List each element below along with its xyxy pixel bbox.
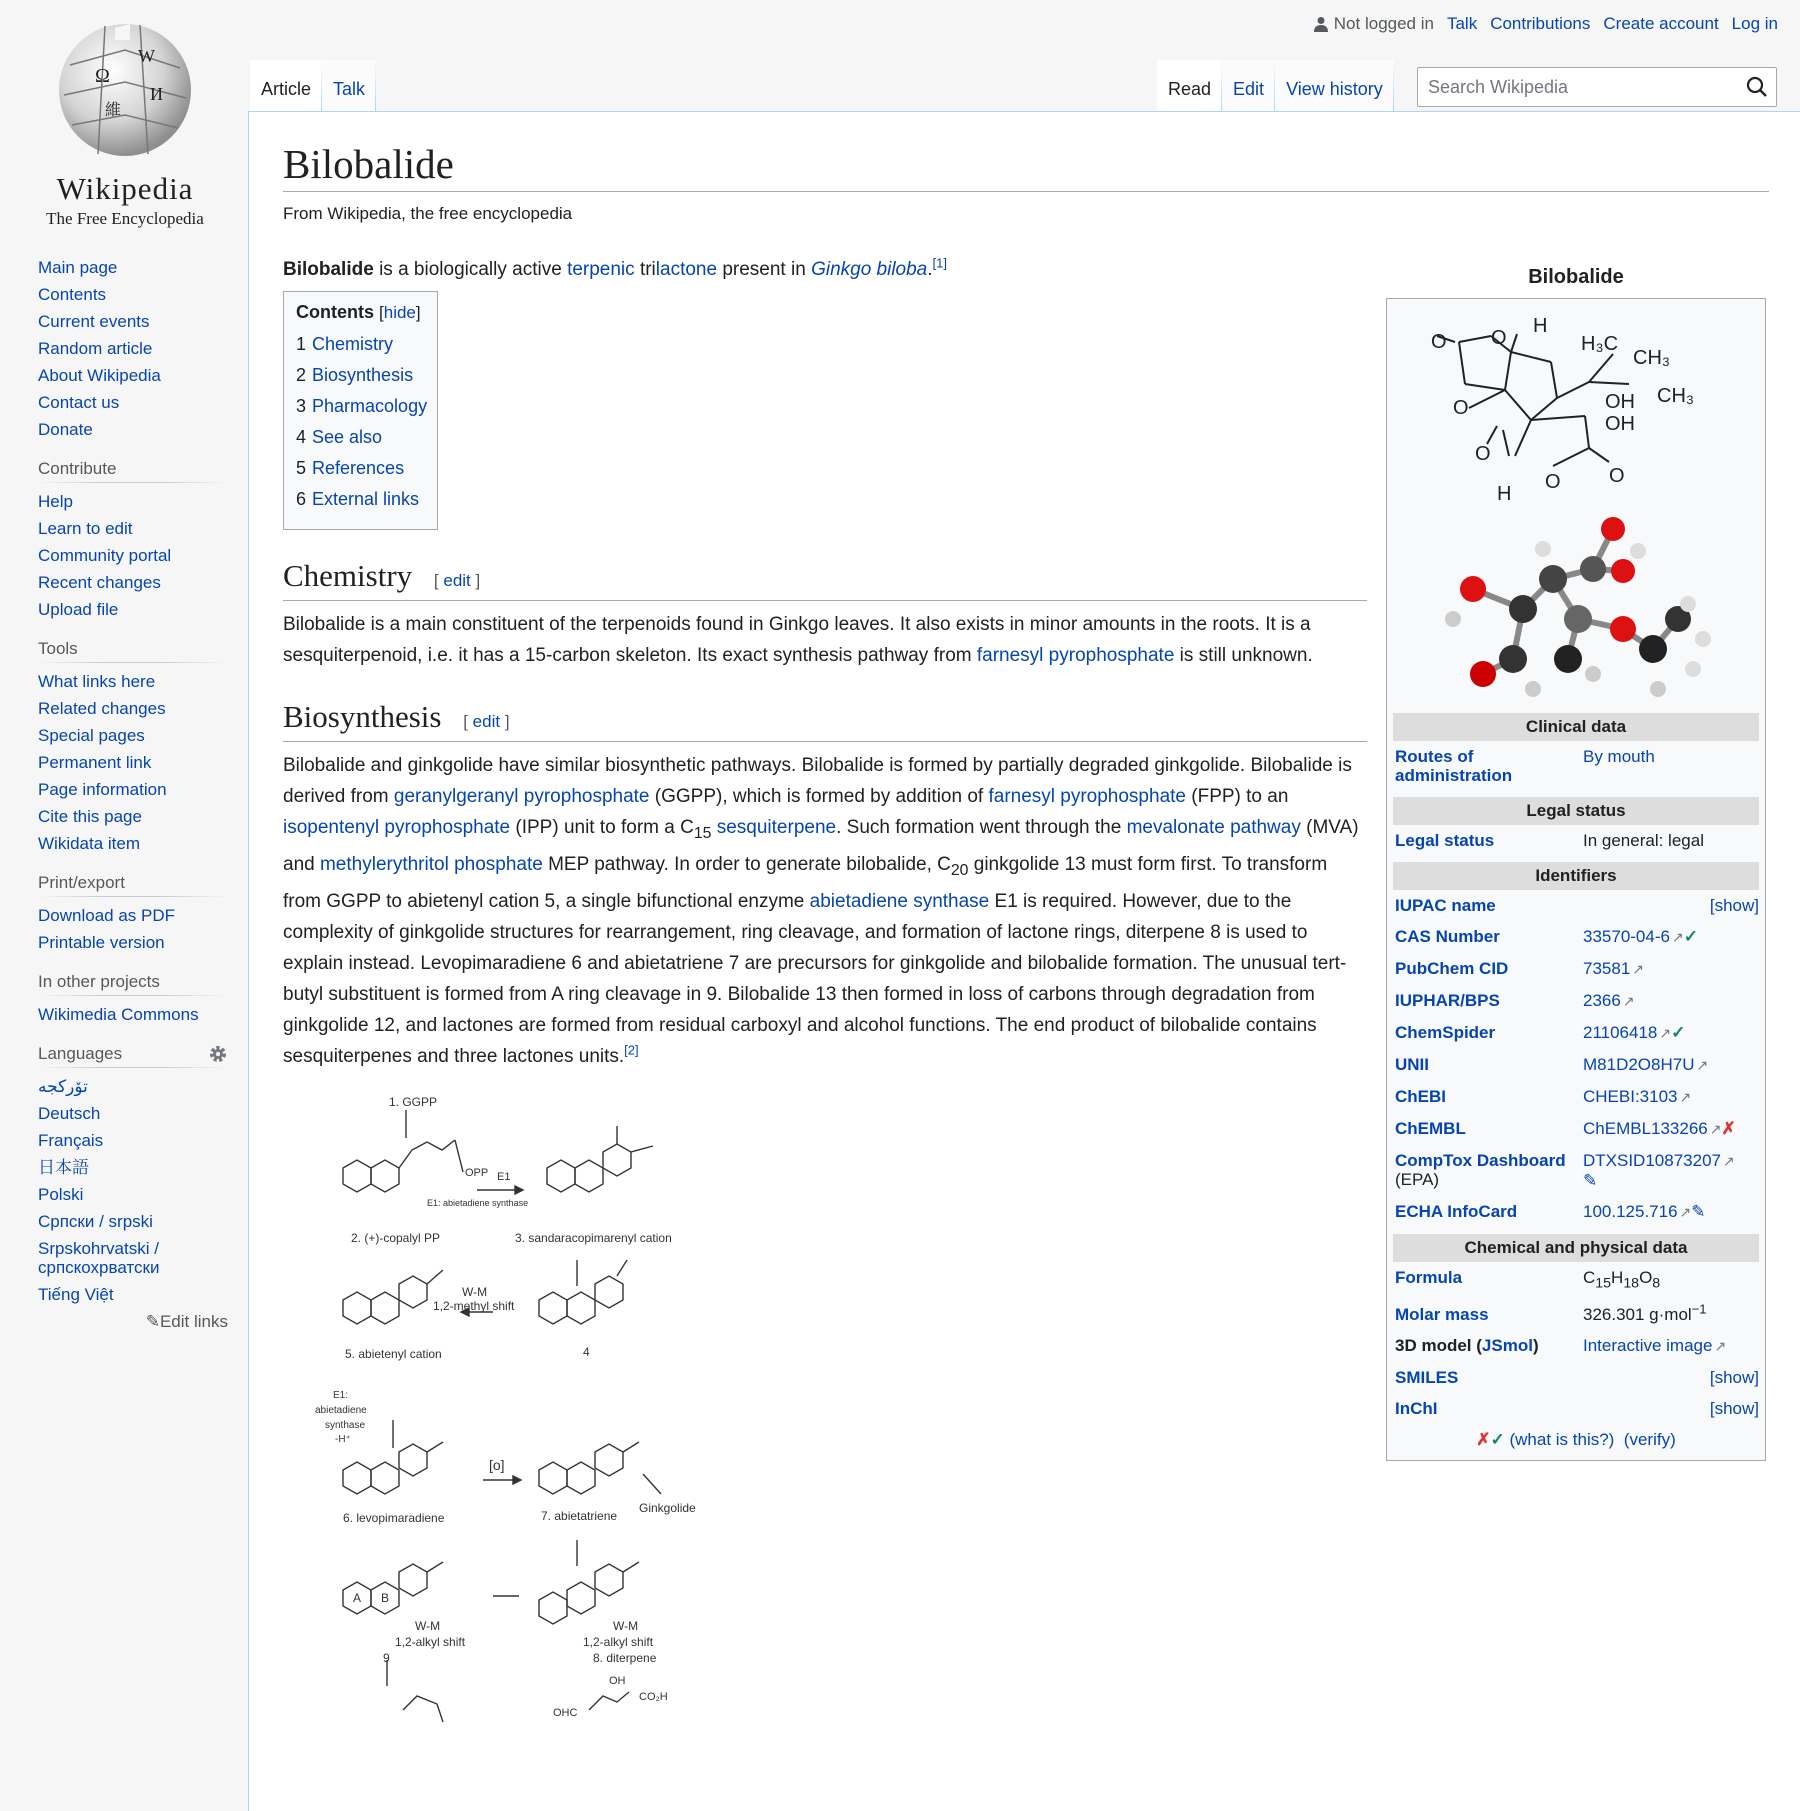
formula-value <box>1583 1268 1759 1293</box>
infobox-section-clinical: Clinical data <box>1393 713 1759 741</box>
echa-value[interactable]: 100.125.716 <box>1583 1202 1678 1221</box>
paragraph-text: (GGPP), which is formed by addition of <box>649 786 989 808</box>
talk-link[interactable]: Talk <box>1446 14 1478 33</box>
cas-number-value[interactable]: 33570-04-6 <box>1583 927 1670 946</box>
molar-mass-link[interactable]: Molar mass <box>1395 1305 1489 1325</box>
edit-links-label: Edit links <box>159 1312 228 1331</box>
search-box <box>1417 67 1777 107</box>
lead-text: tri <box>634 259 656 281</box>
molar-mass-exponent: −1 <box>1691 1301 1707 1317</box>
routes-of-administration-link[interactable]: Routes of administration <box>1395 747 1513 785</box>
toc-link-external-links[interactable]: External links <box>312 489 420 510</box>
table-of-contents <box>283 291 438 530</box>
diagram-label: 6. levopimaradiene <box>343 1510 445 1525</box>
diagram-label: abietadiene <box>315 1404 367 1416</box>
diagram-label: Ginkgolide <box>639 1500 696 1515</box>
sidebar-item-community-portal[interactable]: Community portal <box>38 546 172 565</box>
infobox-row <box>1393 1268 1759 1293</box>
link-fpp[interactable]: farnesyl pyrophosphate <box>988 786 1186 808</box>
link-farnesyl-pyrophosphate[interactable]: farnesyl pyrophosphate <box>976 645 1175 667</box>
toc-item[interactable] <box>296 484 427 515</box>
reference-1[interactable]: [1] <box>932 255 948 271</box>
sidebar-item-contact[interactable]: Contact us <box>38 393 120 412</box>
infobox-row <box>1393 959 1759 979</box>
pubchem-cid-link[interactable]: PubChem CID <box>1395 959 1509 978</box>
toc-number: 6 <box>296 489 307 510</box>
toc-item[interactable] <box>296 360 427 391</box>
atom-label: CH₃ <box>1657 385 1695 407</box>
link-ginkgo-biloba[interactable]: Ginkgo biloba <box>811 259 928 281</box>
lead-text: present in <box>717 259 812 281</box>
link-mevalonate-pathway[interactable]: mevalonate pathway <box>1126 817 1301 839</box>
view-tabs <box>1157 60 1394 112</box>
infobox-row <box>1393 1399 1759 1418</box>
sidebar-item-about[interactable]: About Wikipedia <box>38 366 161 385</box>
atom-label: H <box>1497 483 1512 504</box>
sidebar-item-download-pdf[interactable]: Download as PDF <box>38 906 176 925</box>
toc-item[interactable] <box>296 329 427 360</box>
subscript: 15 <box>693 824 712 842</box>
language-azb[interactable]: تۆرکجه <box>38 1077 88 1096</box>
interactive-image-link[interactable]: Interactive image <box>1583 1336 1713 1356</box>
toc-title-label: Contents <box>296 302 374 323</box>
toc-link-biosynthesis[interactable]: Biosynthesis <box>312 365 414 386</box>
infobox-row <box>1393 831 1759 850</box>
language-vi[interactable]: Tiếng Việt <box>38 1285 114 1304</box>
diagram-label: E1: abietadiene synthase <box>427 1197 529 1208</box>
login-link[interactable]: Log in <box>1731 14 1778 33</box>
link-lactone[interactable]: lactone <box>655 259 718 281</box>
model-label: 3D model ( <box>1395 1336 1482 1356</box>
paragraph-text: (MVA) and <box>283 817 1359 875</box>
chembl-link[interactable]: ChEMBL <box>1395 1119 1466 1138</box>
edit-biosynthesis-link[interactable]: edit <box>472 712 501 732</box>
infobox-row <box>1393 1336 1759 1356</box>
reference-2[interactable]: [2] <box>624 1042 639 1058</box>
biosynthesis-paragraph <box>283 750 1367 1072</box>
diagram-label: 5. abietenyl cation <box>345 1346 442 1361</box>
contribute-heading: Contribute <box>38 459 228 484</box>
infobox-row <box>1393 1301 1759 1325</box>
toc-link-chemistry[interactable]: Chemistry <box>312 334 394 355</box>
jsmol-link[interactable]: JSmol <box>1481 1336 1533 1356</box>
infobox-row <box>1393 927 1759 947</box>
formula-part: O <box>1639 1268 1653 1287</box>
tab-article[interactable]: Article <box>250 60 322 112</box>
diagram-label: 1,2-methyl shift <box>433 1298 515 1313</box>
link-ggpp[interactable]: geranylgeranyl pyrophosphate <box>393 786 650 808</box>
infobox-row <box>1393 1202 1759 1222</box>
pubchem-value[interactable]: 73581 <box>1583 959 1631 978</box>
sidebar-item-donate[interactable]: Donate <box>38 420 93 439</box>
svg-text:維: 維 <box>105 102 122 119</box>
sidebar-item-special-pages[interactable]: Special pages <box>38 726 145 745</box>
paragraph-text: (FPP) to an <box>1185 786 1289 808</box>
not-logged-in-label: Not logged in <box>1333 14 1434 33</box>
link-terpenic[interactable]: terpenic <box>567 259 635 281</box>
sidebar-item-main-page[interactable]: Main page <box>38 258 118 277</box>
infobox-section-legal: Legal status <box>1393 797 1759 825</box>
svg-text:И: И <box>150 84 163 104</box>
biosynthesis-diagram[interactable] <box>297 1090 717 1730</box>
sidebar-item-learn-to-edit[interactable]: Learn to edit <box>38 519 133 538</box>
projects-heading: In other projects <box>38 972 228 997</box>
sidebar-item-printable-version[interactable]: Printable version <box>38 933 165 952</box>
diagram-label: CO₂H <box>639 1690 668 1703</box>
infobox-row <box>1393 991 1759 1011</box>
checkmark-icon: ✓ <box>1683 927 1698 946</box>
print-portal <box>38 873 228 952</box>
iupac-show-toggle[interactable] <box>1583 896 1759 915</box>
navigation-list <box>38 258 228 439</box>
unii-value[interactable]: M81D2O8H7U <box>1583 1055 1695 1074</box>
language-sr[interactable]: Српски / srpski <box>38 1212 153 1231</box>
search-icon[interactable] <box>1746 76 1768 98</box>
diagram-label: W-M <box>613 1618 639 1633</box>
sidebar-item-permanent-link[interactable]: Permanent link <box>38 753 152 772</box>
legal-status-link[interactable]: Legal status <box>1395 831 1495 850</box>
atom-label: CH₃ <box>1633 347 1671 369</box>
cross-icon: ✗ <box>1721 1119 1736 1138</box>
smiles-link[interactable]: SMILES <box>1395 1368 1459 1388</box>
wikipedia-logo[interactable] <box>30 20 220 228</box>
sidebar-item-current-events[interactable]: Current events <box>38 312 150 331</box>
paragraph-text: MEP pathway. In order to generate bilobalide, C <box>542 853 951 875</box>
diagram-label: W-M <box>415 1618 441 1633</box>
toc-item[interactable] <box>296 453 427 484</box>
languages-title: Languages <box>38 1044 123 1063</box>
diagram-label: 1,2-alkyl shift <box>395 1634 466 1649</box>
formula-part: C <box>1583 1268 1596 1287</box>
section-edit: [ edit ] <box>463 712 510 732</box>
toc-number: 1 <box>296 334 307 355</box>
formula-sub: 8 <box>1652 1275 1661 1292</box>
languages-heading <box>38 1044 228 1069</box>
sidebar-item-what-links-here[interactable]: What links here <box>38 672 156 691</box>
link-sesquiterpene[interactable]: sesquiterpene <box>716 817 837 839</box>
infobox-row <box>1393 1151 1759 1190</box>
atom-label: O <box>1609 465 1625 487</box>
comptox-value[interactable]: DTXSID10873207 <box>1583 1151 1721 1170</box>
heading-biosynthesis-label: Biosynthesis <box>283 699 442 735</box>
infobox-row <box>1393 1055 1759 1075</box>
atom-label: O <box>1475 443 1491 465</box>
site-subtitle: From Wikipedia, the free encyclopedia <box>283 204 573 224</box>
languages-portal <box>38 1044 228 1332</box>
toc-number: 5 <box>296 458 307 479</box>
language-de[interactable]: Deutsch <box>38 1104 101 1123</box>
subscript: 20 <box>950 861 969 879</box>
what-is-this-link[interactable]: (what is this?) <box>1509 1430 1615 1450</box>
chemspider-link[interactable]: ChemSpider <box>1395 1023 1496 1042</box>
external-link-icon: ↗ <box>1622 993 1635 1009</box>
diagram-label: E1: <box>333 1389 349 1401</box>
infobox-row <box>1393 747 1759 785</box>
infobox-section-physical: Chemical and physical data <box>1393 1234 1759 1262</box>
lead-bold-term: Bilobalide <box>283 259 374 281</box>
lead-paragraph <box>283 254 1403 285</box>
namespace-tabs <box>250 60 376 112</box>
chebi-link[interactable]: ChEBI <box>1395 1087 1446 1106</box>
cross-icon: ✗ <box>1476 1430 1491 1450</box>
atom-label: OH <box>1605 391 1635 413</box>
sidebar-item-random-article[interactable]: Random article <box>38 339 153 358</box>
iupac-name-link[interactable]: IUPAC name <box>1395 896 1496 915</box>
inchi-show-link[interactable]: [show] <box>1709 1399 1759 1419</box>
toc-number: 3 <box>296 396 307 417</box>
paragraph-text: Bilobalide is a main constituent of the terpenoids found in Ginkgo leaves. It also exists in minor amounts in the roots. It is a sesquiterpenoid, i.e. it has a 15-carbon skeleton. Its exact synthesis pathway from <box>283 614 1311 667</box>
external-link-icon: ↗ <box>1679 1204 1692 1220</box>
diagram-label: E1 <box>497 1170 511 1183</box>
sidebar-item-contents[interactable]: Contents <box>38 285 107 304</box>
section-edit: [ edit ] <box>433 571 481 591</box>
diagram-label: 1,2-alkyl shift <box>583 1634 654 1649</box>
pencil-icon[interactable]: ✎ <box>1583 1171 1598 1190</box>
external-link-icon: ↗ <box>1696 1057 1709 1073</box>
lead-text: is a biologically active <box>373 259 568 281</box>
heading-chemistry <box>283 558 1367 601</box>
external-link-icon: ↗ <box>1679 1089 1692 1105</box>
tab-edit[interactable]: Edit <box>1222 60 1275 112</box>
contributions-link[interactable]: Contributions <box>1490 14 1591 33</box>
diagram-label: 2. (+)-copalyl PP <box>351 1230 441 1245</box>
toc-link-pharmacology[interactable]: Pharmacology <box>312 396 428 417</box>
sidebar-item-wikimedia-commons[interactable]: Wikimedia Commons <box>38 1005 199 1024</box>
paragraph-text: Bilobalide and ginkgolide have similar biosynthetic pathways. Bilobalide is formed by partially degraded ginkgolide. Bilobalide is derived from <box>283 755 1352 808</box>
infobox-row <box>1393 1023 1759 1043</box>
toc-hide-toggle[interactable]: [hide] <box>379 303 421 323</box>
verify-link[interactable]: (verify) <box>1623 1430 1676 1450</box>
tab-read[interactable]: Read <box>1157 60 1222 112</box>
svg-text:Ω: Ω <box>95 65 110 87</box>
unii-link[interactable]: UNII <box>1395 1055 1429 1074</box>
diagram-label: 8. diterpene <box>593 1650 657 1665</box>
toc-item[interactable] <box>296 422 427 453</box>
infobox-title: Bilobalide <box>1528 266 1624 288</box>
paragraph-text: . Such formation went through the <box>836 817 1127 839</box>
inchi-link[interactable]: InChI <box>1395 1399 1438 1419</box>
sidebar-item-recent-changes[interactable]: Recent changes <box>38 573 161 592</box>
tools-heading: Tools <box>38 639 228 664</box>
molar-mass-number: 326.301 g·mol <box>1583 1305 1692 1325</box>
toc-link-references[interactable]: References <box>312 458 405 479</box>
wikipedia-tagline: The Free Encyclopedia <box>46 209 204 228</box>
external-link-icon: ↗ <box>1722 1153 1735 1169</box>
search-input[interactable] <box>1426 76 1746 99</box>
infobox-row <box>1393 1087 1759 1107</box>
sidebar <box>38 258 228 1332</box>
comptox-epa: (EPA) <box>1395 1170 1440 1189</box>
user-icon <box>1314 16 1328 32</box>
diagram-label: OH <box>609 1674 626 1687</box>
language-fr[interactable]: Français <box>38 1131 104 1150</box>
echa-infocard-link[interactable]: ECHA InfoCard <box>1395 1202 1518 1221</box>
diagram-label: synthase <box>325 1419 366 1431</box>
wikipedia-wordmark: Wikipedia <box>56 171 194 206</box>
toc-hide-link[interactable]: hide <box>383 303 416 323</box>
chembl-value[interactable]: ChEMBL133266 <box>1583 1119 1708 1138</box>
molar-mass-value <box>1583 1301 1759 1325</box>
atom-label: H₃C <box>1581 333 1619 355</box>
diagram-label: 9 <box>383 1650 390 1665</box>
formula-sub: 18 <box>1623 1275 1640 1292</box>
formula-link[interactable]: Formula <box>1395 1268 1463 1287</box>
atom-label: O <box>1545 471 1561 493</box>
language-ja[interactable]: 日本語 <box>38 1158 89 1177</box>
external-link-icon: ↗ <box>1632 961 1645 977</box>
paragraph-text: ginkgolide 13 must form first. To transform from GGPP to abietenyl cation 5, a single bifunctional enzyme <box>283 853 1328 912</box>
formula-sub: 15 <box>1595 1275 1612 1292</box>
tab-talk[interactable]: Talk <box>322 60 376 112</box>
external-link-icon: ↗ <box>1709 1121 1722 1137</box>
checkmark-icon: ✓ <box>1490 1430 1505 1450</box>
atom-label: O <box>1453 397 1469 419</box>
chemspider-value[interactable]: 21106418 <box>1583 1023 1658 1042</box>
toc-item[interactable] <box>296 391 427 422</box>
not-logged-in <box>1314 14 1434 34</box>
ball-and-stick-model-image[interactable] <box>1393 509 1759 704</box>
print-heading: Print/export <box>38 873 228 898</box>
cas-number-link[interactable]: CAS Number <box>1395 927 1500 946</box>
smiles-show-link[interactable]: [show] <box>1709 1368 1759 1388</box>
toc-title <box>296 302 427 323</box>
contribute-portal <box>38 459 228 619</box>
infobox-footer <box>1393 1430 1759 1450</box>
lead-text: . <box>927 259 933 281</box>
infobox-row <box>1393 1119 1759 1139</box>
pencil-icon: ✎ <box>145 1312 160 1331</box>
tab-view-history[interactable]: View history <box>1275 60 1394 112</box>
sidebar-item-upload-file[interactable]: Upload file <box>38 600 119 619</box>
page-title: Bilobalide <box>283 142 1769 192</box>
heading-biosynthesis <box>283 699 1367 742</box>
external-link-icon: ↗ <box>1671 929 1684 945</box>
atom-label: OH <box>1605 413 1635 435</box>
sidebar-item-related-changes[interactable]: Related changes <box>38 699 166 718</box>
chebi-value[interactable]: CHEBI:3103 <box>1583 1087 1678 1106</box>
diagram-label: -H⁺ <box>335 1433 351 1445</box>
model-label: ) <box>1532 1336 1539 1356</box>
infobox-section-identifiers: Identifiers <box>1393 862 1759 890</box>
edit-links[interactable] <box>38 1312 228 1332</box>
link-ipp[interactable]: isopentenyl pyrophosphate <box>283 817 511 839</box>
heading-chemistry-label: Chemistry <box>283 558 413 594</box>
language-pl[interactable]: Polski <box>38 1185 84 1204</box>
skeletal-formula-image[interactable] <box>1393 304 1759 504</box>
toc-number: 2 <box>296 365 307 386</box>
tools-portal <box>38 639 228 853</box>
diagram-label: W-M <box>462 1284 488 1299</box>
toc-link-see-also[interactable]: See also <box>312 427 383 448</box>
sidebar-item-page-information[interactable]: Page information <box>38 780 167 799</box>
link-abietadiene-synthase[interactable]: abietadiene synthase <box>809 890 990 912</box>
chemistry-paragraph <box>283 609 1367 671</box>
paragraph-text: is still unknown. <box>1174 645 1313 667</box>
diagram-label: 7. abietatriene <box>541 1508 618 1523</box>
diagram-label: B <box>381 1590 390 1605</box>
infobox <box>1386 298 1766 1461</box>
toc-number: 4 <box>296 427 307 448</box>
iuphar-link[interactable]: IUPHAR/BPS <box>1395 991 1500 1010</box>
gear-icon[interactable] <box>208 1044 228 1064</box>
diagram-label: 1. GGPP <box>389 1094 438 1109</box>
svg-text:W: W <box>138 46 155 66</box>
checkmark-icon: ✓ <box>1671 1023 1686 1042</box>
infobox-row <box>1393 896 1759 915</box>
atom-label: O <box>1491 327 1507 349</box>
formula-part: H <box>1611 1268 1624 1287</box>
external-link-icon: ↗ <box>1714 1338 1727 1355</box>
diagram-label: OPP <box>465 1166 489 1179</box>
iuphar-value[interactable]: 2366 <box>1583 991 1621 1010</box>
pencil-icon[interactable]: ✎ <box>1691 1202 1706 1221</box>
paragraph-text: (IPP) unit to form a C <box>510 817 694 839</box>
diagram-label: [o] <box>489 1456 505 1473</box>
edit-chemistry-link[interactable]: edit <box>443 571 471 591</box>
comptox-link[interactable]: CompTox Dashboard <box>1395 1151 1566 1170</box>
legal-status-value: In general: legal <box>1583 831 1704 850</box>
sidebar-item-help[interactable]: Help <box>38 492 73 511</box>
sidebar-item-wikidata-item[interactable]: Wikidata item <box>38 834 141 853</box>
projects-portal <box>38 972 228 1024</box>
atom-label: O <box>1431 331 1447 353</box>
by-mouth-link[interactable]: By mouth <box>1583 747 1655 766</box>
diagram-label: A <box>353 1590 362 1605</box>
sidebar-item-cite-this-page[interactable]: Cite this page <box>38 807 142 826</box>
diagram-label: 4 <box>583 1344 590 1359</box>
external-link-icon: ↗ <box>1659 1025 1672 1041</box>
personal-tools <box>1314 14 1778 34</box>
diagram-label: OHC <box>553 1706 578 1719</box>
globe-icon <box>50 20 200 160</box>
link-methylerythritol-phosphate[interactable]: methylerythritol phosphate <box>319 853 543 875</box>
iupac-show-link[interactable]: [show] <box>1709 896 1759 915</box>
atom-label: H <box>1533 315 1548 337</box>
paragraph-text: E1 is required. However, due to the complexity of ginkgolide structures for rearrangement, ring cleavage, and formation of lactone rings, diterpene 8 is used to explain instead. Levopimaradiene 6 and abietatriene 7 are precursors for ginkgolide and bilobalide formation. The unusual tert-butyl substituent is formed from A ring cleavage in 9. Bilobalide 13 then formed in loss of carbons through degradation from ginkgolide 12, and lactones are formed from residual carboxyl and alcohol functions. The end product of bilobalide contains sesquiterpenes and three lactones units. <box>283 890 1347 1067</box>
infobox-row <box>1393 1368 1759 1387</box>
diagram-label: 3. sandaracopimarenyl cation <box>515 1230 672 1245</box>
language-sh[interactable]: Srpskohrvatski / српскохрватски <box>38 1239 160 1277</box>
create-account-link[interactable]: Create account <box>1603 14 1719 33</box>
